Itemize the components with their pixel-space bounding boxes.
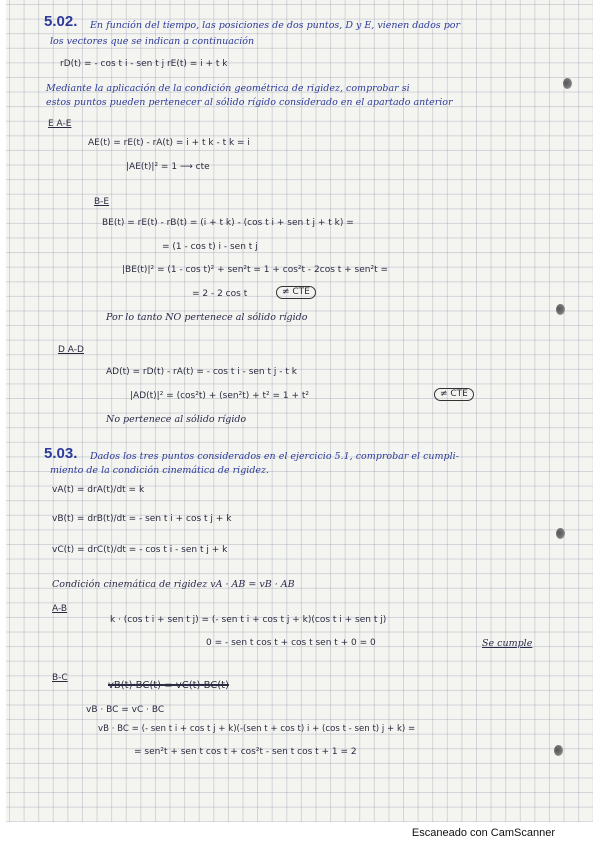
velocity-a: vA(t) = drA(t)/dt = k	[52, 485, 145, 495]
equation-a-b-result: 0 = - sen t cos t + cos t sen t + 0 = 0	[206, 638, 376, 648]
statement-503-line-2: miento de la condición cinemática de rigidez.	[50, 465, 270, 476]
equation-ae-modulus: |AE(t)|² = 1 ⟶ cte	[126, 162, 210, 172]
section-b-c-heading: B-C	[52, 673, 68, 683]
equation-ad-modulus: |AD(t)|² = (cos²t) + (sen²t) + t² = 1 + t²	[130, 391, 310, 401]
binder-hole	[554, 745, 563, 756]
scanner-watermark: Escaneado con CamScanner	[411, 827, 555, 839]
equation-ad: AD(t) = rD(t) - rA(t) = - cos t i - sen t j - t k	[106, 367, 297, 377]
equation-ae: AE(t) = rE(t) - rA(t) = i + t k - t k = i	[88, 138, 250, 148]
section-a-d-heading: D A-D	[58, 345, 84, 355]
equation-b-c: vB · BC = vC · BC	[86, 705, 165, 715]
exercise-number-502: 5.02.	[44, 13, 78, 30]
velocity-b: vB(t) = drB(t)/dt = - sen t i + cos t j + k	[52, 514, 232, 524]
binder-hole	[563, 78, 572, 89]
equation-b-c-result: = sen²t + sen t cos t + cos²t - sen t cos t + 1 = 2	[134, 747, 357, 757]
statement-line-4: estos puntos pueden pertenecer al sólido rígido considerado en el apartado anterior	[46, 97, 453, 108]
crossed-out-text: vB(t)·BC(t) = vC(t)·BC(t)	[108, 680, 230, 691]
exercise-number-503: 5.03.	[44, 445, 78, 462]
binder-hole	[556, 528, 565, 539]
se-cumple-label: Se cumple	[482, 638, 533, 649]
kinematic-condition: Condición cinemática de rigidez vA · AB = vB · AB	[52, 579, 295, 590]
statement-line-3: Mediante la aplicación de la condición geométrica de rigidez, comprobar si	[46, 83, 410, 94]
not-constant-badge-2: ≠ CTE	[434, 388, 474, 401]
not-constant-badge: ≠ CTE	[276, 286, 316, 299]
section-a-e-heading: E A-E	[48, 119, 72, 129]
equation-be-result: = 2 - 2 cos t	[192, 289, 248, 299]
binder-hole	[556, 304, 565, 315]
equation-a-b: k · (cos t i + sen t j) = (- sen t i + cos t j + k)(cos t i + sen t j)	[110, 615, 387, 625]
notebook-page	[6, 0, 593, 822]
velocity-c: vC(t) = drC(t)/dt = - cos t i - sen t j + k	[52, 545, 228, 555]
conclusion-a-d: No pertenece al sólido rígido	[106, 414, 247, 425]
equation-be-2: = (1 - cos t) i - sen t j	[162, 242, 258, 252]
conclusion-b-e: Por lo tanto NO pertenece al sólido rígido	[106, 312, 308, 323]
equation-be: BE(t) = rE(t) - rB(t) = (i + t k) - (cos t i + sen t j + t k) =	[102, 218, 354, 228]
equation-b-c-expanded: vB · BC = (- sen t i + cos t j + k)(-(sen t + cos t) i + (cos t - sen t) j + k) =	[98, 724, 416, 734]
statement-line-2: los vectores que se indican a continuación	[50, 36, 255, 47]
section-a-b-heading: A-B	[52, 604, 68, 614]
section-b-e-heading: B-E	[94, 197, 110, 207]
position-vectors: rD(t) = - cos t i - sen t j rE(t) = i + t k	[60, 59, 228, 69]
equation-be-modulus: |BE(t)|² = (1 - cos t)² + sen²t = 1 + cos²t - 2cos t + sen²t =	[122, 265, 389, 275]
statement-line-1: En función del tiempo, las posiciones de dos puntos, D y E, vienen dados por	[90, 20, 461, 31]
statement-503-line-1: Dados los tres puntos considerados en el ejercicio 5.1, comprobar el cumpli-	[90, 451, 459, 462]
